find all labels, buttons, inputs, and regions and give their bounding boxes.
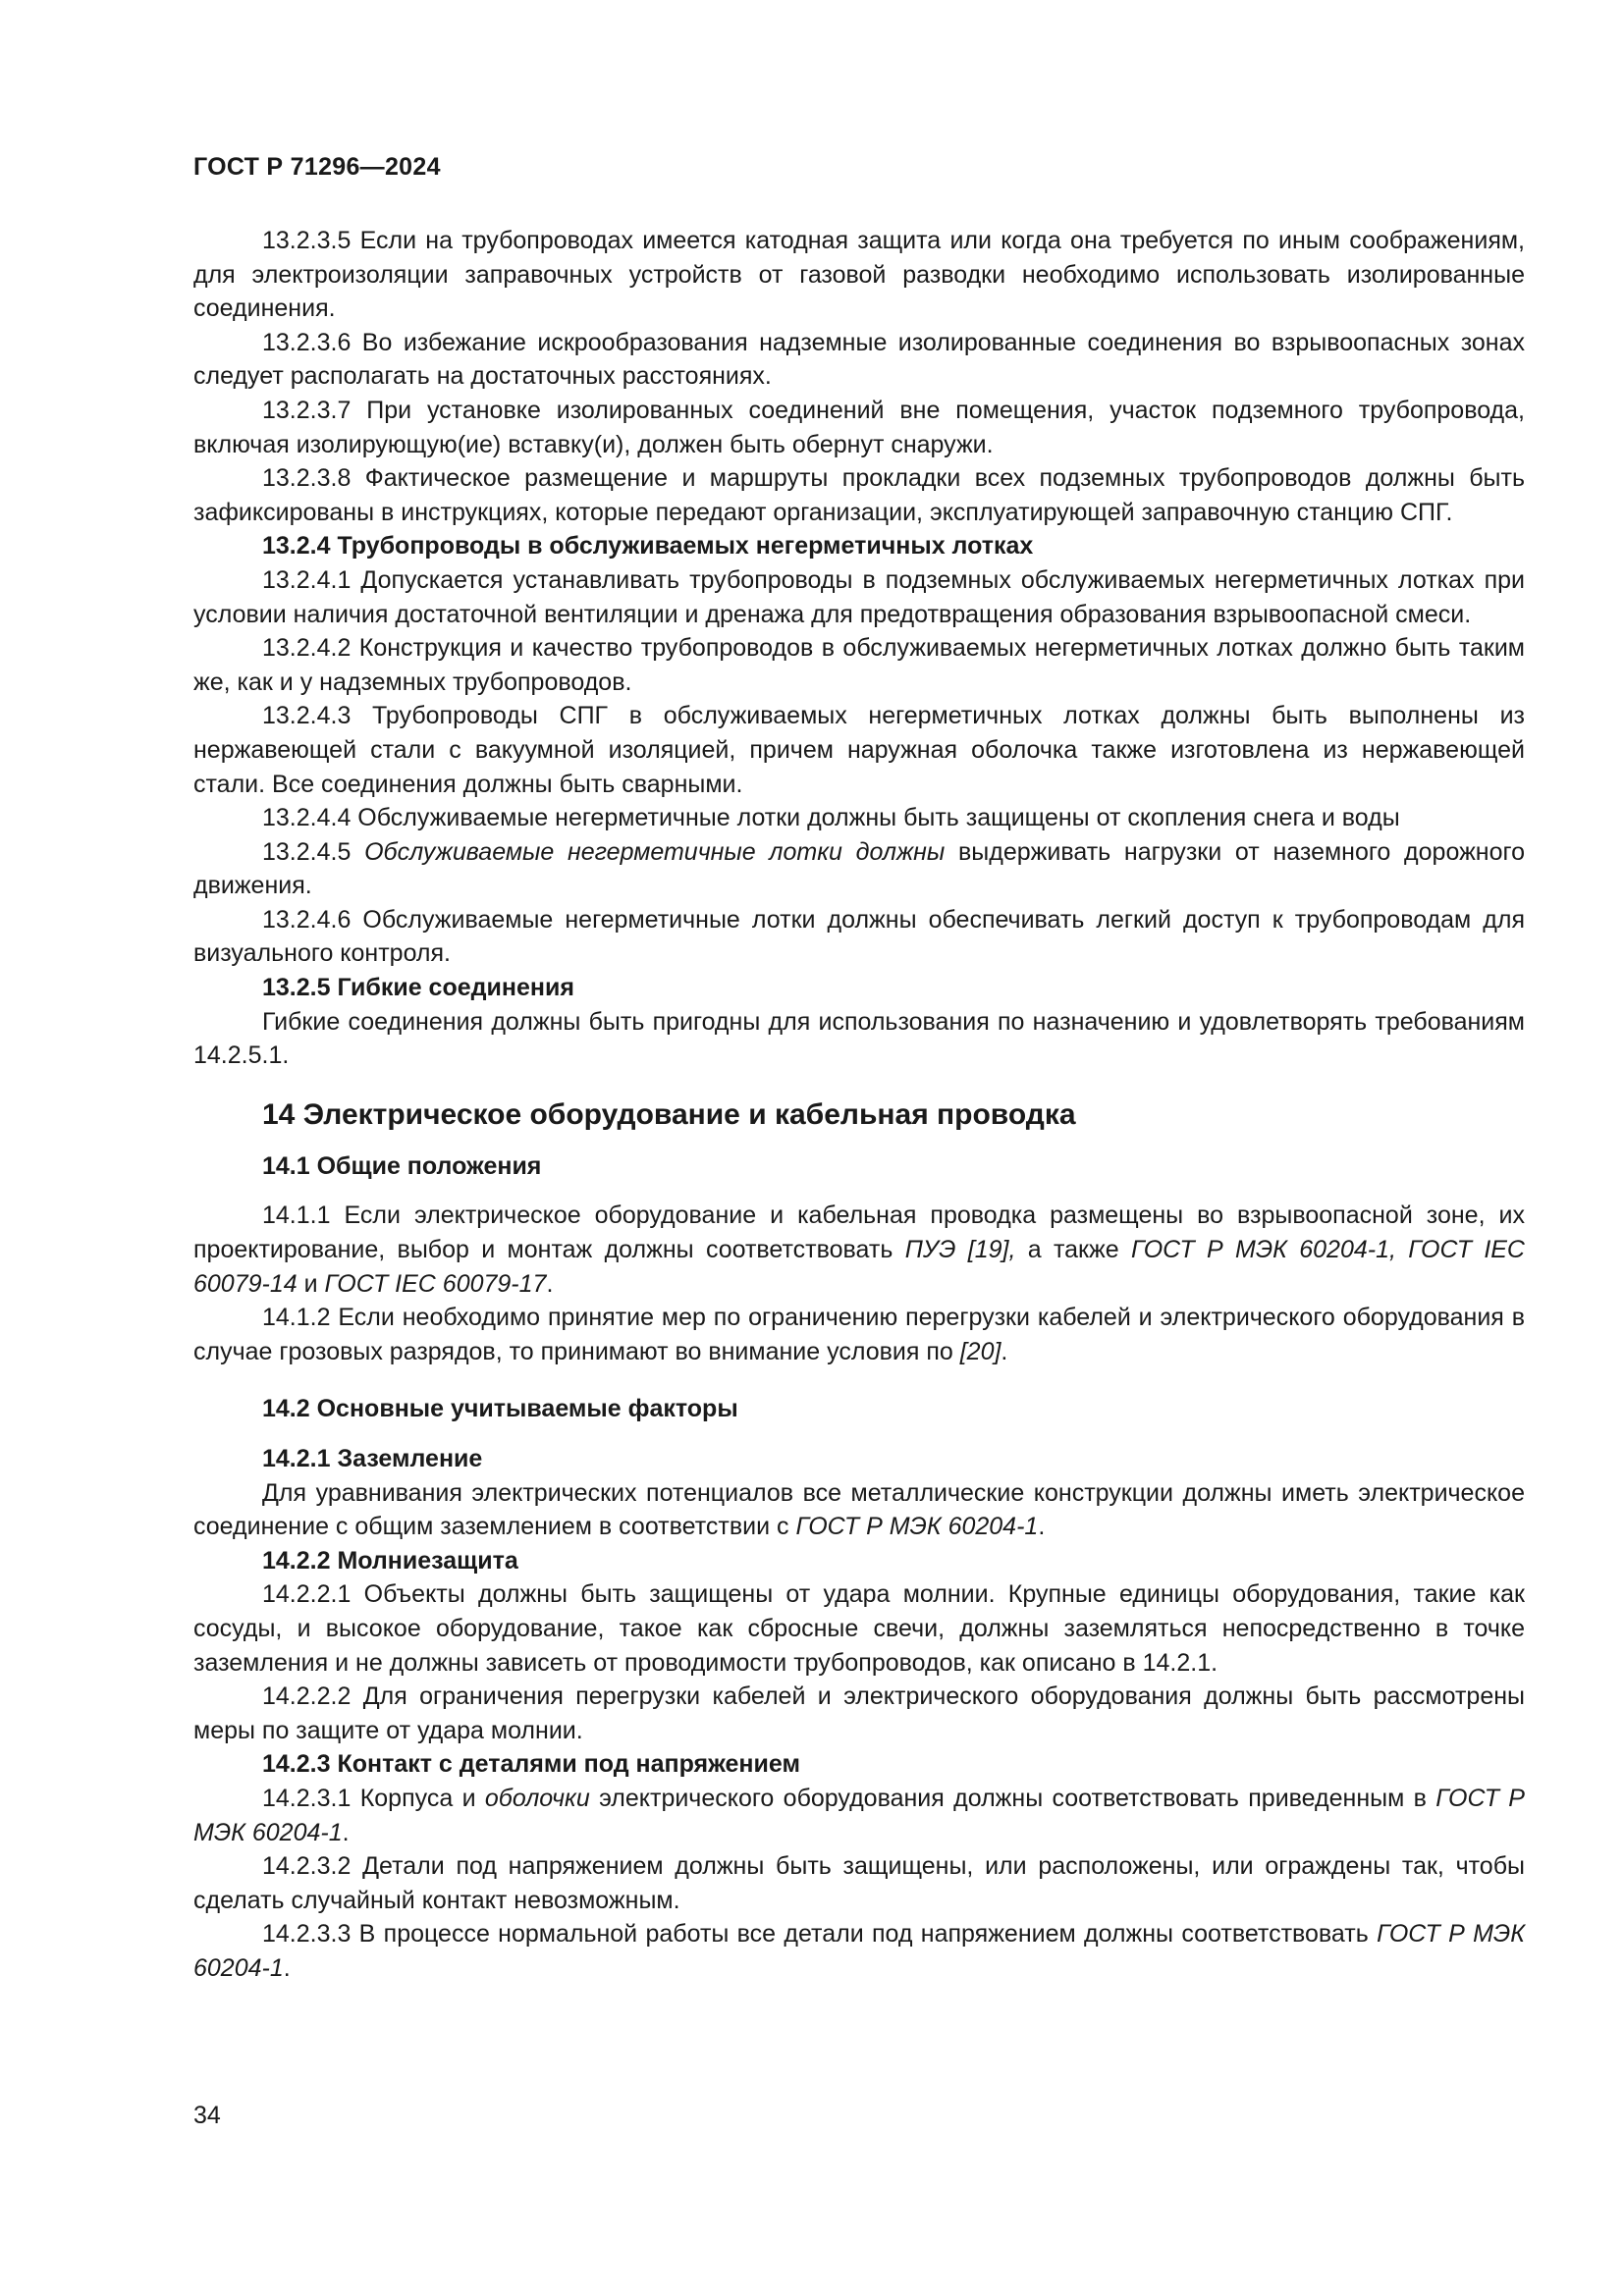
para-13-2-3-6: 13.2.3.6 Во избежание искрообразования надземные изолированные соединения во взрывоопасных зонах следует располагать на достаточных расстояниях. — [193, 328, 1525, 391]
para-13-2-3-8: 13.2.3.8 Фактическое размещение и маршруты прокладки всех подземных трубопроводов должны быть зафиксированы в инструкциях, которые передают организации, эксплуатирующей заправочную станцию СПГ. — [193, 464, 1525, 526]
para-13-2-4-5: 13.2.4.5 Обслуживаемые негерметичные лотки должны выдерживать нагрузки от наземного дорожного движения. — [193, 837, 1525, 900]
para-14-2-3-1: 14.2.3.1 Корпуса и оболочки электрического оборудования должны соответствовать приведенным в ГОСТ Р МЭК 60204-1. — [193, 1784, 1525, 1846]
para-14-2-3-3: 14.2.3.3 В процессе нормальной работы все детали под напряжением должны соответствовать ГОСТ Р МЭК 60204-1. — [193, 1920, 1525, 1982]
para-13-2-4-2: 13.2.4.2 Конструкция и качество трубопроводов в обслуживаемых негерметичных лотках должно быть таким же, как и у надземных трубопроводов. — [193, 634, 1525, 696]
para-14-2-1: Для уравнивания электрических потенциалов все металлические конструкции должны иметь электрическое соединение с общим заземлением в соответствии с ГОСТ Р МЭК 60204-1. — [193, 1478, 1525, 1541]
document-header: ГОСТ Р 71296—2024 — [193, 153, 441, 181]
para-13-2-4-3: 13.2.4.3 Трубопроводы СПГ в обслуживаемых негерметичных лотках должны быть выполнены из нержавеющей стали с вакуумной изоляцией, причем наружная оболочка также изготовлена из нержавеющей стали. Все соединения должны быть сварными. — [193, 702, 1525, 798]
document-body — [193, 224, 1525, 1986]
heading-14-2: 14.2 Основные учитываемые факторы — [262, 1395, 738, 1423]
heading-13-2-5: 13.2.5 Гибкие соединения — [262, 974, 574, 1002]
para-14-2-2-2: 14.2.2.2 Для ограничения перегрузки кабелей и электрического оборудования должны быть рассмотрены меры по защите от удара молнии. — [193, 1682, 1525, 1744]
heading-14-1: 14.1 Общие положения — [262, 1151, 542, 1180]
para-14-1-1: 14.1.1 Если электрическое оборудование и кабельная проводка размещены во взрывоопасной зоне, их проектирование, выбор и монтаж должны соответствовать ПУЭ [19], а также ГОСТ Р МЭК 60204-1, ГОСТ IEC 60079-14 и ГОСТ IEC 60079-17. — [193, 1201, 1525, 1298]
para-13-2-3-7: 13.2.3.7 При установке изолированных соединений вне помещения, участок подземного трубопровода, включая изолирующую(ие) вставку(и), должен быть обернут снаружи. — [193, 396, 1525, 458]
heading-13-2-4: 13.2.4 Трубопроводы в обслуживаемых негерметичных лотках — [262, 532, 1034, 561]
para-14-2-3-2: 14.2.3.2 Детали под напряжением должны быть защищены, или расположены, или ограждены так, чтобы сделать случайный контакт невозможным. — [193, 1852, 1525, 1914]
heading-14-2-2: 14.2.2 Молниезащита — [262, 1546, 518, 1575]
para-13-2-5: Гибкие соединения должны быть пригодны для использования по назначению и удовлетворять требованиям 14.2.5.1. — [193, 1007, 1525, 1070]
heading-14-2-1: 14.2.1 Заземление — [262, 1445, 483, 1472]
heading-14-2-3: 14.2.3 Контакт с деталями под напряжением — [262, 1750, 800, 1779]
para-13-2-3-5: 13.2.3.5 Если на трубопроводах имеется катодная защита или когда она требуется по иным соображениям, для электроизоляции заправочных устройств от газовой разводки необходимо использовать изолированные соединения. — [193, 227, 1525, 323]
para-13-2-4-1: 13.2.4.1 Допускается устанавливать трубопроводы в подземных обслуживаемых негерметичных лотках при условии наличия достаточной вентиляции и дренажа для предотвращения образования взрывоопасной смеси. — [193, 565, 1525, 628]
para-13-2-4-6: 13.2.4.6 Обслуживаемые негерметичные лотки должны обеспечивать легкий доступ к трубопроводам для визуального контроля. — [193, 905, 1525, 968]
para-14-2-2-1: 14.2.2.1 Объекты должны быть защищены от удара молнии. Крупные единицы оборудования, такие как сосуды, и высокое оборудование, такое как сбросные свечи, должны заземляться непосредственно в точке заземления и не должны зависеть от проводимости трубопроводов, как описано в 14.2.1. — [193, 1580, 1525, 1677]
section-14-title: 14 Электрическое оборудование и кабельная проводка — [262, 1097, 1076, 1131]
para-14-1-2: 14.1.2 Если необходимо принятие мер по ограничению перегрузки кабелей и электрического оборудования в случае грозовых разрядов, то принимают во внимание условия по [20]. — [193, 1304, 1525, 1365]
para-13-2-4-4: 13.2.4.4 Обслуживаемые негерметичные лотки должны быть защищены от скопления снега и воды — [262, 804, 1400, 832]
page-number: 34 — [193, 2102, 221, 2129]
